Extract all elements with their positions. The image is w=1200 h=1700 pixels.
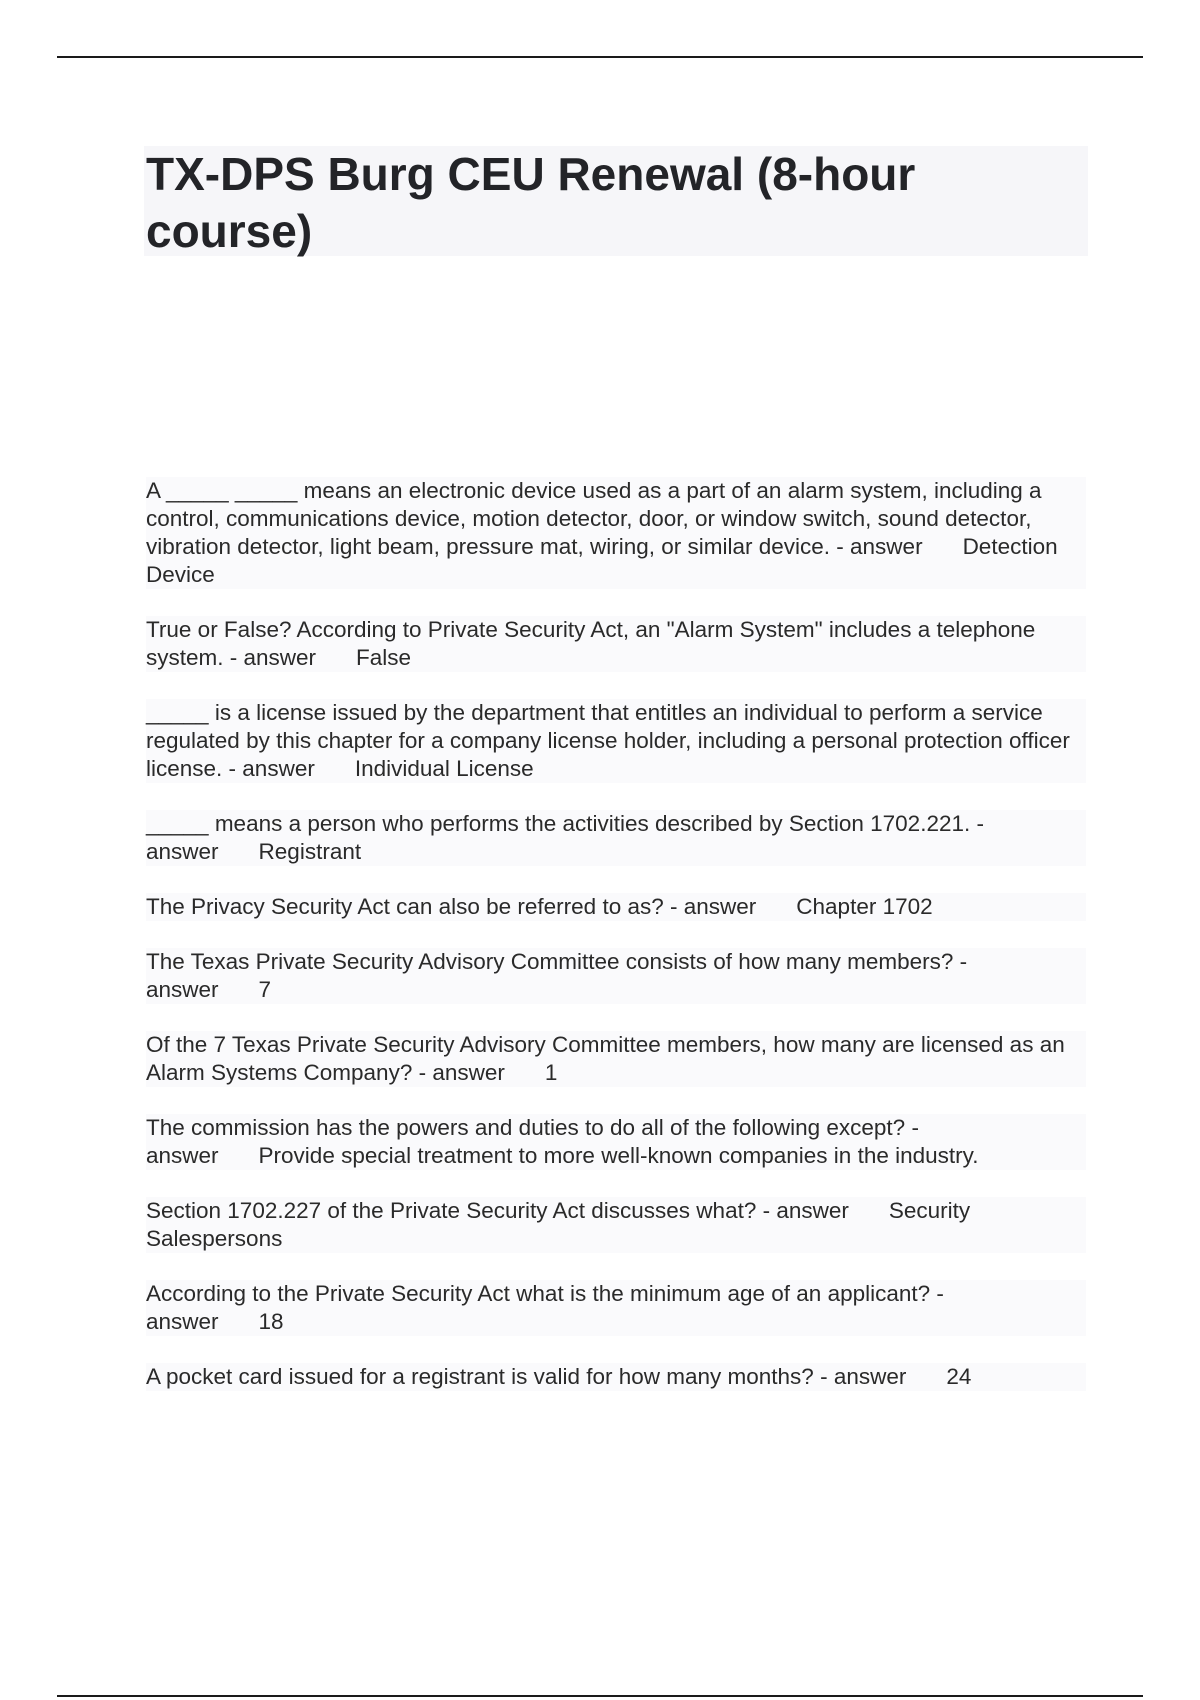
- qa-item: [146, 1363, 1086, 1391]
- qa-item: [146, 477, 1086, 589]
- answer-separator: - answer: [146, 949, 968, 1002]
- qa-item: [146, 1031, 1086, 1087]
- qa-item: [146, 810, 1086, 866]
- answer-text: Provide special treatment to more well-known companies in the industry.: [219, 1143, 979, 1168]
- qa-item: [146, 1114, 1086, 1170]
- answer-text: 7: [219, 977, 272, 1002]
- answer-text: Chapter 1702: [756, 894, 932, 919]
- answer-separator: - answer: [146, 811, 984, 864]
- qa-item: [146, 1197, 1086, 1253]
- answer-separator: - answer: [223, 645, 317, 670]
- question-text: _____ is a license issued by the department that entitles an individual to perform a service regulated by this chapter for a company license holder, including a personal protection officer license.: [146, 700, 1070, 781]
- question-text: Section 1702.227 of the Private Security Act discusses what?: [146, 1198, 757, 1223]
- qa-item: [146, 893, 1086, 921]
- answer-text: Security Salespersons: [146, 1198, 971, 1251]
- answer-separator: - answer: [412, 1060, 505, 1085]
- qa-item: [146, 699, 1086, 783]
- answer-text: 24: [906, 1364, 971, 1389]
- answer-text: Detection Device: [146, 534, 1058, 587]
- answer-text: False: [316, 645, 411, 670]
- question-text: The Texas Private Security Advisory Committee consists of how many members?: [146, 949, 954, 974]
- qa-item: [146, 948, 1086, 1004]
- answer-text: 1: [505, 1060, 558, 1085]
- answer-separator: - answer: [813, 1364, 907, 1389]
- question-text: A _____ _____ means an electronic device used as a part of an alarm system, including a control, communications device, motion detector, door, or window switch, sound detector, vibration detector, light beam, pressure mat, wiring, or similar device.: [146, 478, 1042, 559]
- question-text: True or False? According to Private Security Act, an "Alarm System" includes a telephone system.: [146, 617, 1036, 670]
- question-text: A pocket card issued for a registrant is valid for how many months?: [146, 1364, 814, 1389]
- question-text: _____ means a person who performs the activities described by Section 1702.221.: [146, 811, 971, 836]
- document-title: TX-DPS Burg CEU Renewal (8-hour course): [146, 148, 916, 257]
- question-text: According to the Private Security Act what is the minimum age of an applicant?: [146, 1281, 931, 1306]
- answer-separator: - answer: [756, 1198, 849, 1223]
- answer-separator: - answer: [222, 756, 315, 781]
- answer-text: Registrant: [219, 839, 362, 864]
- qa-item: [146, 616, 1086, 672]
- answer-text: 18: [219, 1309, 284, 1334]
- answer-separator: - answer: [663, 894, 757, 919]
- answer-separator: - answer: [830, 534, 923, 559]
- qa-list: [146, 477, 1086, 1418]
- answer-text: Individual License: [315, 756, 534, 781]
- answer-separator: - answer: [146, 1115, 919, 1168]
- qa-item: [146, 1280, 1086, 1336]
- question-text: Of the 7 Texas Private Security Advisory Committee members, how many are licensed as an Alarm Systems Company?: [146, 1032, 1065, 1085]
- answer-separator: - answer: [146, 1281, 944, 1334]
- question-text: The commission has the powers and duties to do all of the following except?: [146, 1115, 906, 1140]
- top-rule: [57, 56, 1143, 58]
- question-text: The Privacy Security Act can also be referred to as?: [146, 894, 664, 919]
- bottom-rule: [57, 1695, 1143, 1697]
